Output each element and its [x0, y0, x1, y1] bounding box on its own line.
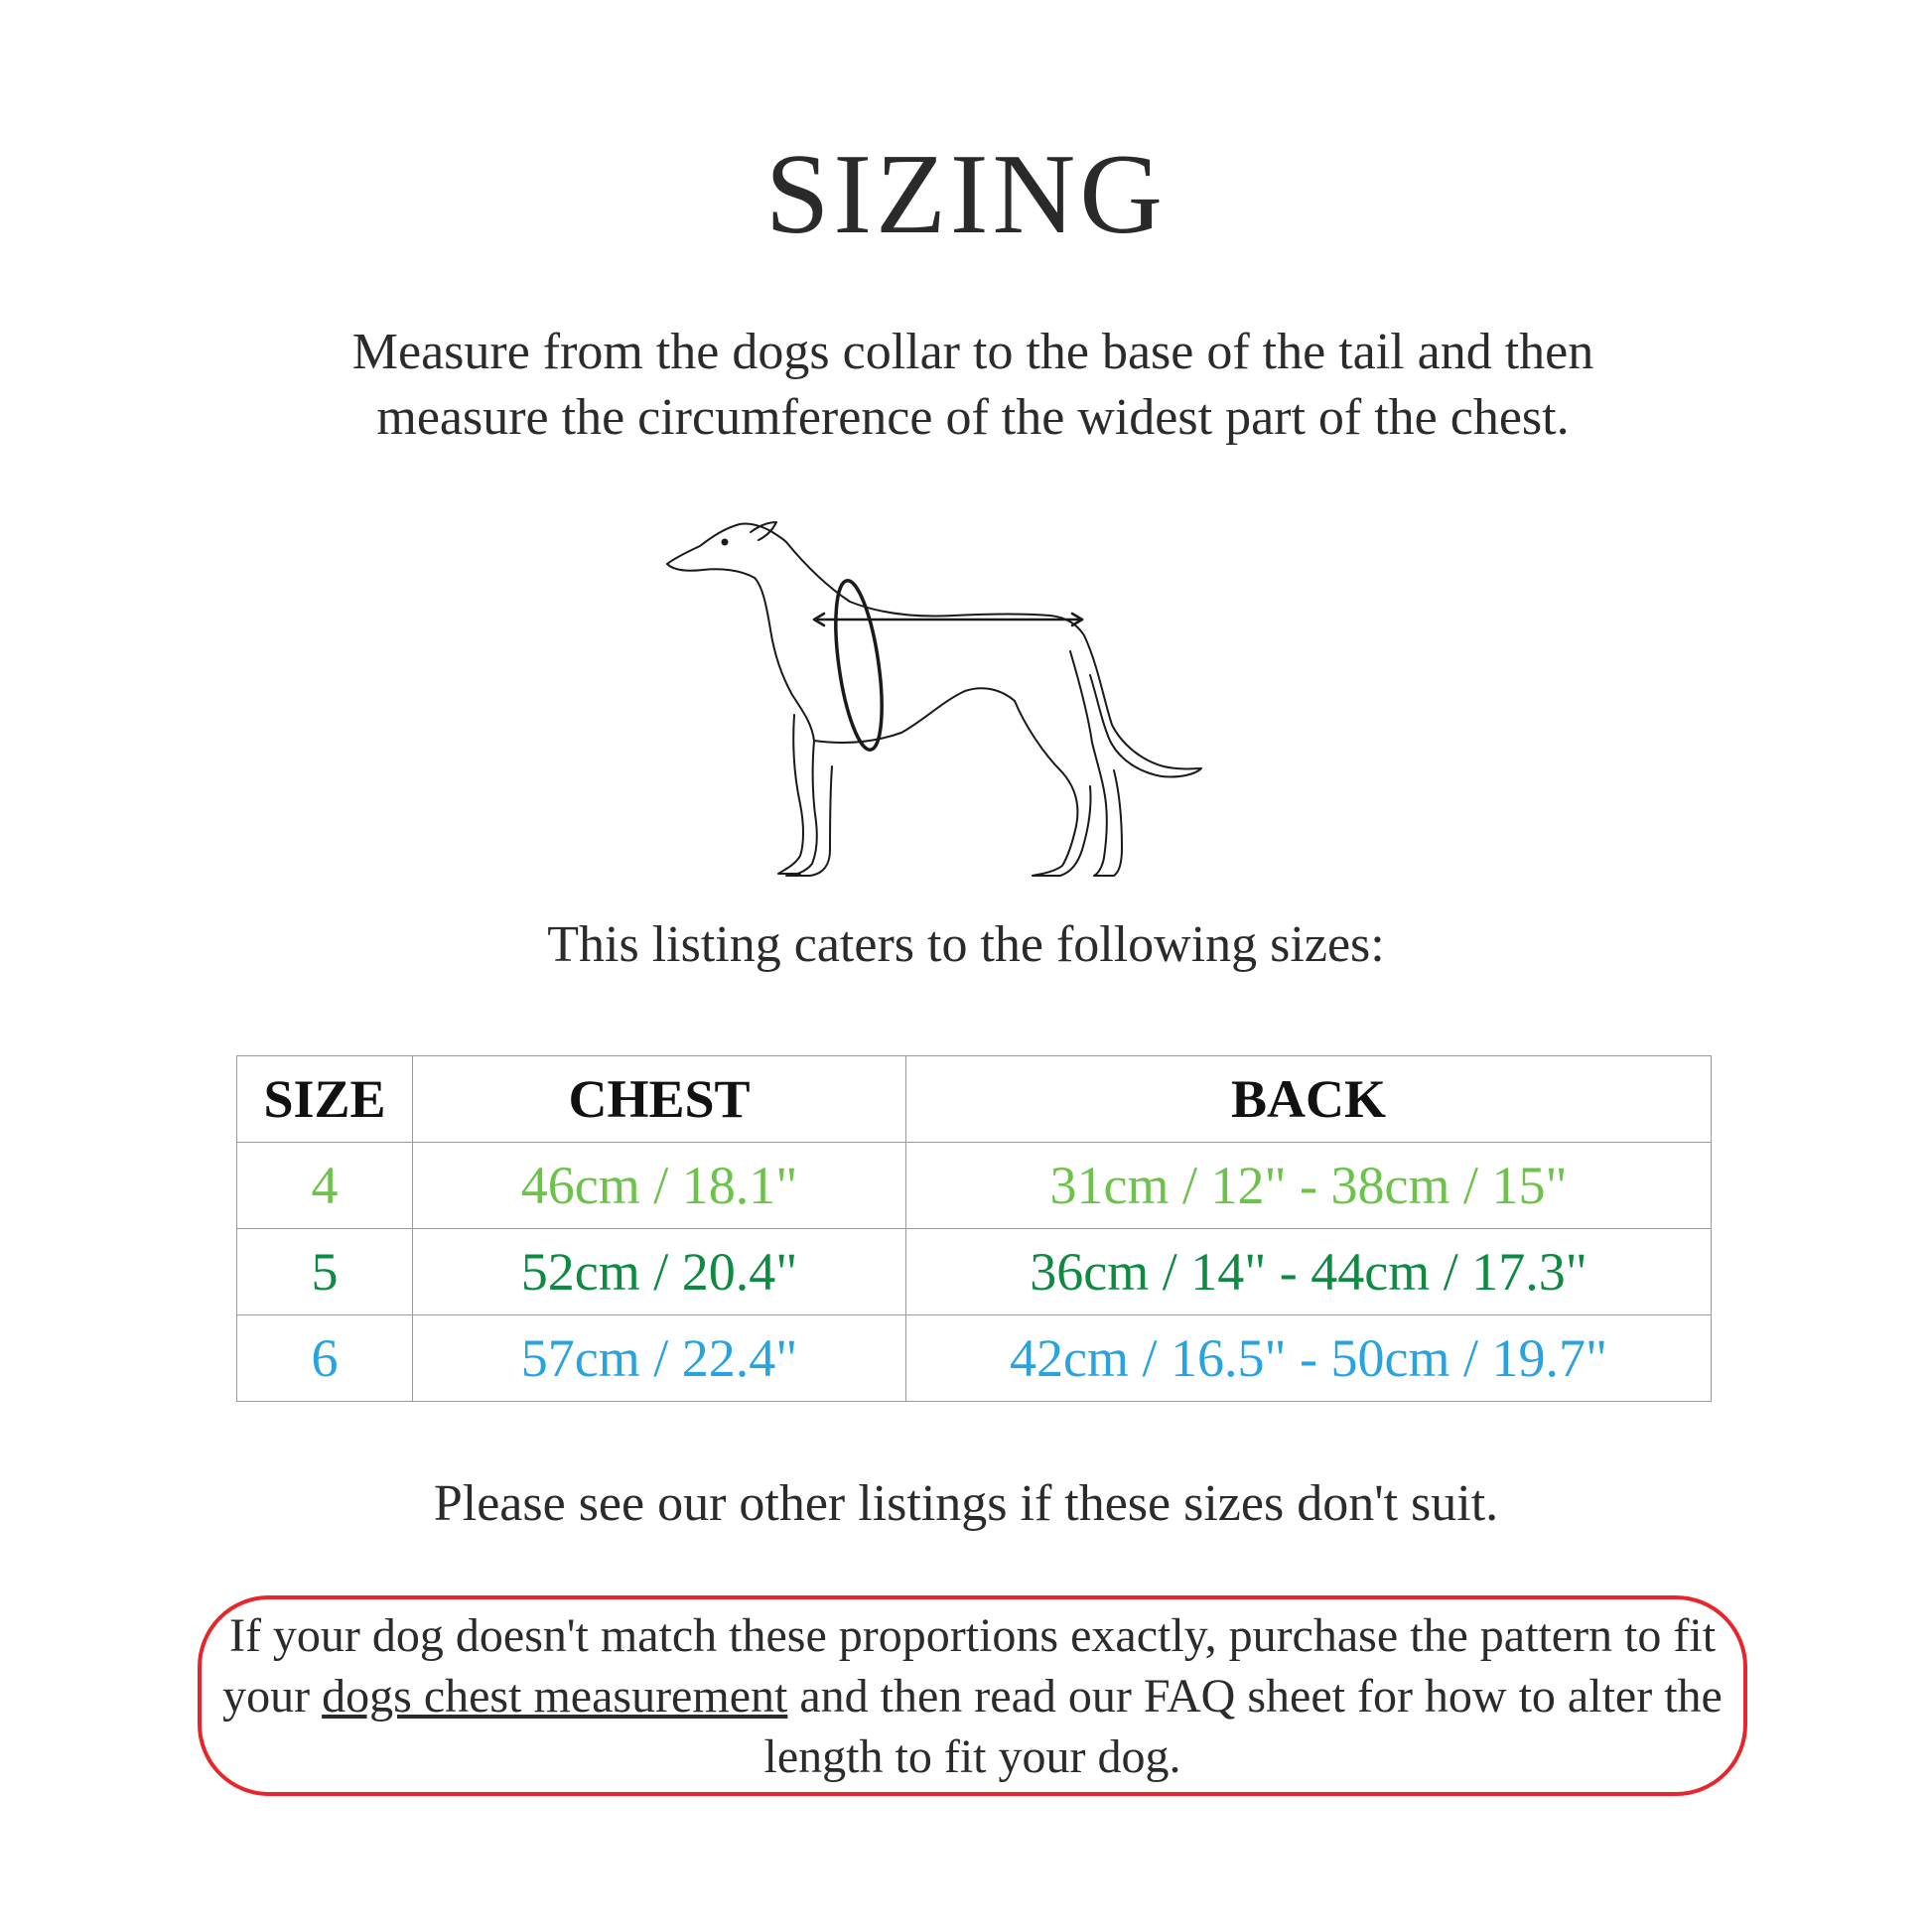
header-size: SIZE [237, 1056, 413, 1143]
chest-cell: 52cm / 20.4" [413, 1229, 906, 1315]
size-cell: 4 [237, 1143, 413, 1229]
size-cell: 5 [237, 1229, 413, 1315]
chest-cell: 46cm / 18.1" [413, 1143, 906, 1229]
chest-cell: 57cm / 22.4" [413, 1315, 906, 1402]
proportions-note-box [198, 1595, 1747, 1796]
table-row [237, 1143, 1712, 1229]
dogs-chest-measurement-link[interactable]: dogs chest measurement [322, 1669, 788, 1723]
header-chest: CHEST [413, 1056, 906, 1143]
header-back: BACK [906, 1056, 1712, 1143]
note-text-part-2: and then read our FAQ sheet for how to alter the length to fit your dog. [763, 1669, 1723, 1783]
size-cell: 6 [237, 1315, 413, 1402]
table-row [237, 1315, 1712, 1402]
page-title: SIZING [764, 131, 1168, 258]
instructions-line-2: measure the circumference of the widest part of the chest. [376, 389, 1570, 446]
table-row [237, 1229, 1712, 1315]
table-header-row [237, 1056, 1712, 1143]
measurement-instructions [179, 320, 1767, 451]
instructions-line-1: Measure from the dogs collar to the base of the tail and then [351, 324, 1594, 380]
sizes-intro-text: This listing caters to the following sizes: [547, 916, 1385, 973]
back-cell: 42cm / 16.5" - 50cm / 19.7" [906, 1315, 1712, 1402]
greyhound-measurement-icon [655, 506, 1211, 884]
note-text-part-1: If your dog doesn't match these proportions exactly, purchase the pattern to fit your [222, 1608, 1717, 1723]
back-cell: 36cm / 14" - 44cm / 17.3" [906, 1229, 1712, 1315]
other-listings-text: Please see our other listings if these sizes don't suit. [433, 1475, 1499, 1532]
proportions-note-text [218, 1605, 1727, 1787]
size-table [236, 1055, 1712, 1402]
back-cell: 31cm / 12" - 38cm / 15" [906, 1143, 1712, 1229]
